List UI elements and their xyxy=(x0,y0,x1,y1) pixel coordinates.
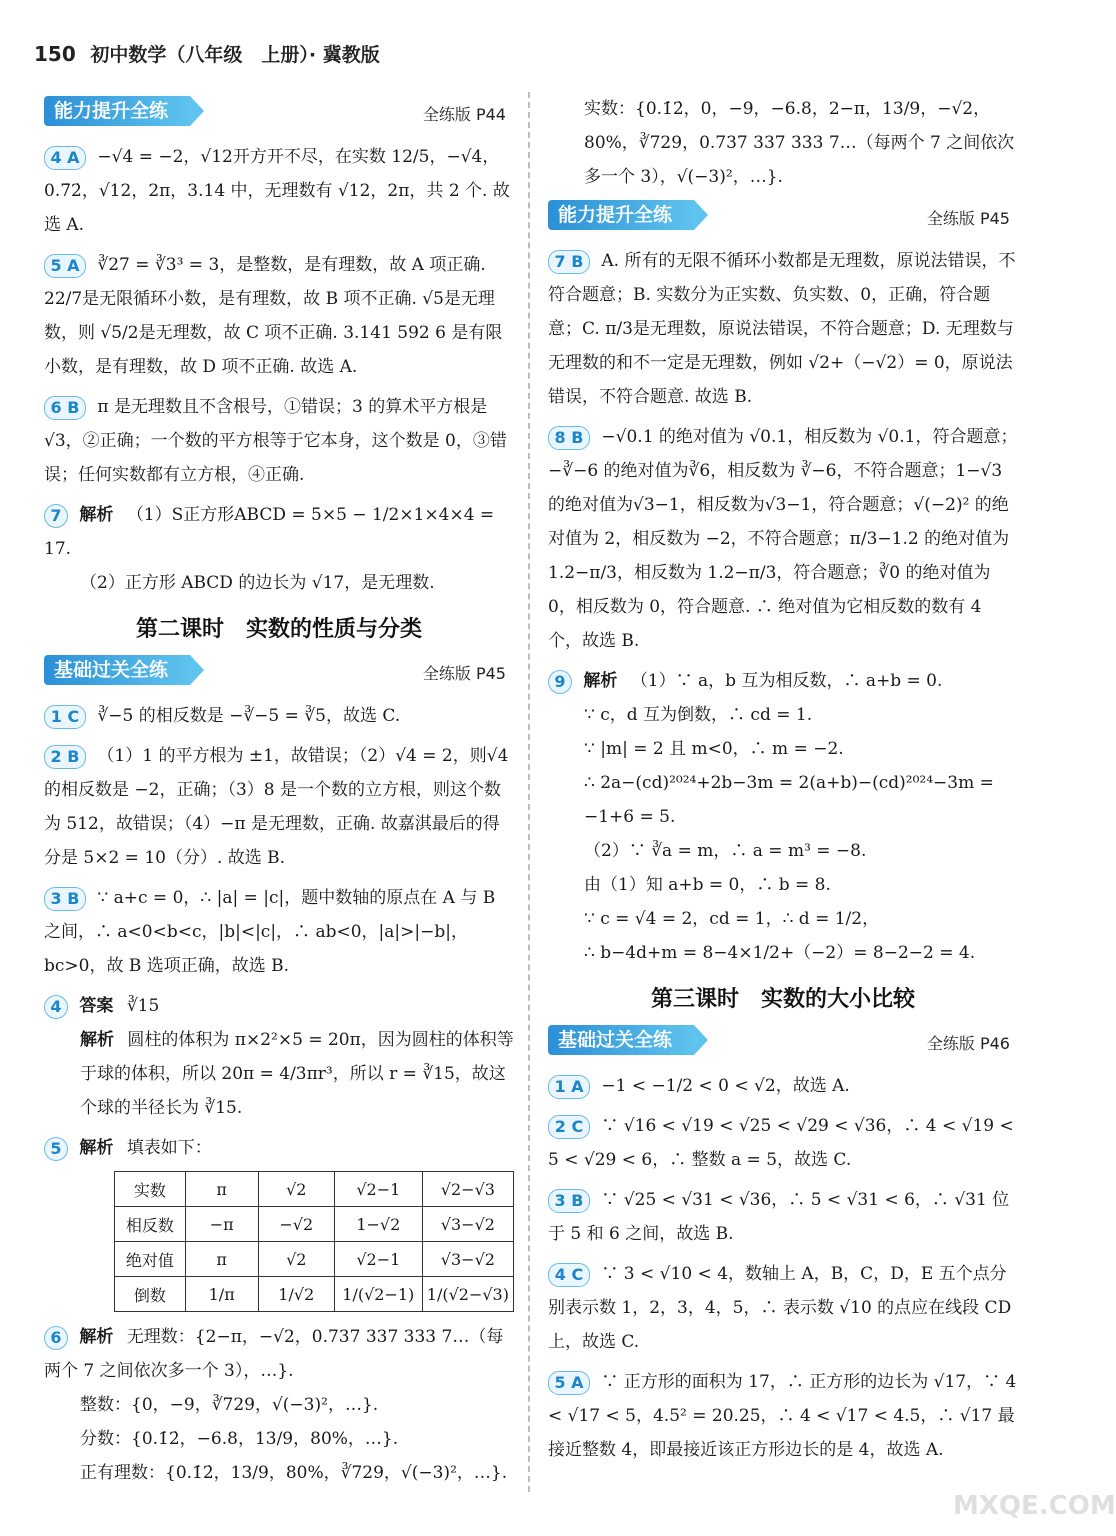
answer-tag: 5 xyxy=(44,1137,68,1161)
section-banner xyxy=(44,96,514,130)
table-cell: √2−1 xyxy=(334,1242,422,1277)
answer-item xyxy=(44,140,514,242)
answer-text: ∵ 3 < √10 < 4，数轴上 A，B，C，D，E 五个点分别表示数 1，2，3，4，5，∴ 表示数 √10 的点应在线段 CD 上，故选 C. xyxy=(548,1264,1012,1352)
table-cell: 1−√2 xyxy=(334,1207,422,1242)
answer-text: ∵ a+c = 0，∴ |a| = |c|，题中数轴的原点在 A 与 B 之间，∴ a<0<b<c，|b|<|c|，∴ ab<0，|a|>|−b|，bc>0，故 B 选项正确，故选 B. xyxy=(44,888,496,976)
answer-text: A. 所有的无限不循环小数都是无理数，原说法错误，不符合题意；B. 实数分为正实数、负实数、0，正确，符合题意；C. π/3是无理数，原说法错误，不符合题意；D. 无理数与无理数的和不一定是无理数，例如 √2+（−√2）= 0，原说法错误，不符合题意. 故选 B. xyxy=(548,251,1016,407)
banner-ref: 全练版 P44 xyxy=(422,105,506,124)
answer-text: ∵ 正方形的面积为 17，∴ 正方形的边长为 √17，∵ 4 < √17 < 5，4.5² = 20.25，∴ 4 < √17 < 4.5，∴ √17 最接近整数 4，即最接近该正方形边长的是 4，故选 A. xyxy=(548,1372,1017,1460)
banner-label: 能力提升全练 xyxy=(44,96,190,126)
answer-item xyxy=(44,1320,514,1490)
answer-text: −√4 = −2，√12开方开不尽，在实数 12/5，−√4，0.7̇2̇，√12，2π，3.14 中，无理数有 √12，2π，共 2 个. 故选 A. xyxy=(44,147,510,235)
answer-text: 实数：{0.1̇2̇，0，−9，−6.8，2−π，13/9，−√2，80%，∛729，0.737 337 333 7…（每两个 7 之间依次多一个 3），√(−3)²，…}. xyxy=(584,99,1015,187)
answer-item xyxy=(548,664,1018,970)
page-number: 150 xyxy=(34,42,76,66)
table-row xyxy=(115,1207,514,1242)
answer-text: 由（1）知 a+b = 0，∴ b = 8. xyxy=(584,875,831,895)
answer-text: ∵ √16 < √19 < √25 < √29 < √36，∴ 4 < √19 < 5 < √29 < 6，∴ 整数 a = 5，故选 C. xyxy=(548,1116,1014,1170)
answer-tag: 7 B xyxy=(548,250,590,274)
table-row xyxy=(115,1242,514,1277)
answer-tag: 4 A xyxy=(44,146,86,170)
lesson-title: 第三课时 实数的大小比较 xyxy=(650,987,915,1012)
table-cell: 1/π xyxy=(185,1277,258,1312)
answer-item xyxy=(548,1109,1018,1177)
answer-text: （1）1 的平方根为 ±1，故错误；（2）√4 = 2，则√4的相反数是 −2，正确；（3）8 是一个数的立方根，则这个数为 512，故错误；（4）−π 是无理数，正确. 故嘉淇最后的得分是 5×2 = 10（分）. 故选 B. xyxy=(44,746,509,868)
answer-tag: 8 B xyxy=(548,426,590,450)
answer-item xyxy=(44,390,514,492)
answer-tag: 2 C xyxy=(548,1115,590,1139)
answer-text: 圆柱的体积为 π×2²×5 = 20π，因为圆柱的体积等于球的体积，所以 20π = 4/3πr³，所以 r = ∛15，故这个球的半径长为 ∛15. xyxy=(80,1030,514,1118)
table-cell: √2 xyxy=(258,1172,334,1207)
fill-table xyxy=(114,1171,514,1312)
table-cell: √2 xyxy=(258,1242,334,1277)
answer-item xyxy=(548,1069,1018,1103)
table-cell: π xyxy=(185,1172,258,1207)
answer-text: ∵ c = √4 = 2，cd = 1，∴ d = 1/2， xyxy=(584,909,880,929)
analysis-label: 解析 xyxy=(583,671,618,691)
answer-item xyxy=(44,699,514,733)
banner-ref: 全练版 P45 xyxy=(422,664,506,683)
answer-item xyxy=(44,739,514,875)
analysis-label: 解析 xyxy=(79,1138,114,1158)
book-title: 初中数学（八年级 上册）· 冀教版 xyxy=(90,44,380,66)
answer-text: （2）正方形 ABCD 的边长为 √17，是无理数. xyxy=(80,573,435,593)
table-cell: √3−√2 xyxy=(422,1207,513,1242)
banner-label: 能力提升全练 xyxy=(548,200,694,230)
answer-tag: 7 xyxy=(44,504,68,528)
answer-text: −√0.1 的绝对值为 √0.1，相反数为 √0.1，符合题意；−∛−6 的绝对值为∛6，相反数为 ∛−6，不符合题意；1−√3 的绝对值为√3−1，相反数为√3−1，符合题意；√(−2)² 的绝对值为 2，相反数为 −2，不符合题意；π/3−1.2 的绝对值为 1.2−π/3，相反数为 1.2−π/3，符合题意；∛0 的绝对值为 0，相反数为 0，符合题意. ∴ 绝对值为它相反数的数有 4 个，故选 B. xyxy=(548,427,1018,651)
answer-item xyxy=(44,1131,514,1165)
answer-text: （1）S正方形ABCD = 5×5 − 1/2×1×4×4 = 17. xyxy=(44,505,495,559)
answer-text: 分数：{0.1̇2̇，−6.8，13/9，80%，…}. xyxy=(80,1429,399,1449)
banner-label: 基础过关全练 xyxy=(548,1025,694,1055)
answer-tag: 1 C xyxy=(44,705,86,729)
table-cell: 绝对值 xyxy=(115,1242,186,1277)
table-cell: √2−1 xyxy=(334,1172,422,1207)
table-cell: 1/(√2−1) xyxy=(334,1277,422,1312)
table-cell: 1/√2 xyxy=(258,1277,334,1312)
page-header xyxy=(34,40,380,67)
column-divider xyxy=(528,92,530,1492)
answer-text: 整数：{0，−9，∛729，√(−3)²，…}. xyxy=(80,1395,379,1415)
table-cell: π xyxy=(185,1242,258,1277)
answer-item xyxy=(44,248,514,384)
section-banner xyxy=(548,1025,1018,1059)
answer-text: 正有理数：{0.1̇2̇，13/9，80%，∛729，√(−3)²，…}. xyxy=(80,1463,508,1483)
watermark-logo: MXQE.COM xyxy=(953,1491,1116,1521)
table-cell: √2−√3 xyxy=(422,1172,513,1207)
answer-text: ∴ b−4d+m = 8−4×1/2+（−2）= 8−2−2 = 4. xyxy=(584,943,976,963)
answer-text: ∛15 xyxy=(126,996,160,1016)
section-banner xyxy=(44,655,514,689)
table-cell: −√2 xyxy=(258,1207,334,1242)
analysis-label: 解析 xyxy=(80,1030,114,1050)
answer-tag: 3 B xyxy=(44,887,86,911)
table-cell: 倒数 xyxy=(115,1277,186,1312)
analysis-label: 解析 xyxy=(79,505,114,525)
table-cell: −π xyxy=(185,1207,258,1242)
answer-tag: 4 xyxy=(44,995,68,1019)
answer-item xyxy=(44,989,514,1125)
answer-text: ∴ 2a−(cd)²⁰²⁴+2b−3m = 2(a+b)−(cd)²⁰²⁴−3m = −1+6 = 5. xyxy=(584,773,994,827)
answer-text: （2）∵ ∛a = m，∴ a = m³ = −8. xyxy=(584,841,867,861)
table-cell: √3−√2 xyxy=(422,1242,513,1277)
answer-text: ∛−5 的相反数是 −∛−5 = ∛5，故选 C. xyxy=(97,706,401,726)
banner-ref: 全练版 P45 xyxy=(926,209,1010,228)
analysis-label: 解析 xyxy=(79,1327,114,1347)
banner-ref: 全练版 P46 xyxy=(926,1034,1010,1053)
answer-tag: 6 B xyxy=(44,396,86,420)
answer-tag: 1 A xyxy=(548,1075,590,1099)
answer-item xyxy=(44,498,514,600)
answer-tag: 5 A xyxy=(548,1371,590,1395)
answer-text: ∵ √25 < √31 < √36，∴ 5 < √31 < 6，∴ √31 位于 5 和 6 之间，故选 B. xyxy=(548,1190,1010,1244)
answer-text: ∛27 = ∛3³ = 3，是整数，是有理数，故 A 项正确. 22/7是无限循环小数，是有理数，故 B 项不正确. √5是无理数，则 √5/2是无理数，故 C 项不正确. 3.141 592 6 是有限小数，是有理数，故 D 项不正确. 故选 A. xyxy=(44,255,503,377)
table-row xyxy=(115,1172,514,1207)
left-column xyxy=(44,92,514,1496)
answer-text: ∵ c，d 互为倒数，∴ cd = 1. xyxy=(584,705,813,725)
lesson-title: 第二课时 实数的性质与分类 xyxy=(135,617,422,642)
answer-text: −1 < −1/2 < 0 < √2，故选 A. xyxy=(601,1076,850,1096)
answer-item xyxy=(548,244,1018,414)
table-cell: 实数 xyxy=(115,1172,186,1207)
answer-tag: 4 C xyxy=(548,1263,590,1287)
banner-label: 基础过关全练 xyxy=(44,655,190,685)
answer-tag: 5 A xyxy=(44,254,86,278)
right-column xyxy=(548,92,1018,1473)
answer-item xyxy=(548,1365,1018,1467)
table-cell: 1/(√2−√3) xyxy=(422,1277,513,1312)
answer-item xyxy=(548,1257,1018,1359)
answer-text: （1）∵ a，b 互为相反数，∴ a+b = 0. xyxy=(630,671,943,691)
answer-tag: 9 xyxy=(548,670,572,694)
answer-item xyxy=(548,420,1018,658)
table-row xyxy=(115,1277,514,1312)
section-banner xyxy=(548,200,1018,234)
answer-text: π 是无理数且不含根号，①错误；3 的算术平方根是√3，②正确；一个数的平方根等于它本身，这个数是 0，③错误；任何实数都有立方根，④正确. xyxy=(44,397,507,485)
answer-text: 无理数：{2−π，−√2，0.737 337 333 7…（每两个 7 之间依次多一个 3），…}. xyxy=(44,1327,504,1381)
answer-item xyxy=(44,881,514,983)
answer-text: 填表如下： xyxy=(126,1138,212,1158)
table-cell: 相反数 xyxy=(115,1207,186,1242)
answer-item xyxy=(548,1183,1018,1251)
answer-tag: 2 B xyxy=(44,745,86,769)
answer-tag: 6 xyxy=(44,1326,68,1350)
answer-text: ∵ |m| = 2 且 m<0，∴ m = −2. xyxy=(584,739,844,759)
answer-label: 答案 xyxy=(79,996,114,1016)
answer-tag: 3 B xyxy=(548,1189,590,1213)
